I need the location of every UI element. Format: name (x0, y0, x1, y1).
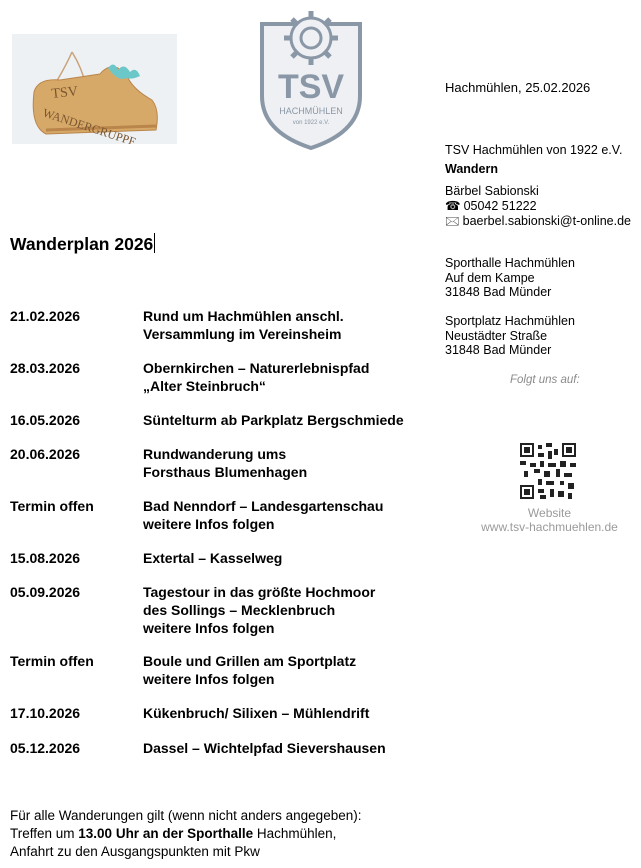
event-description (143, 359, 433, 395)
event-description (143, 652, 433, 688)
contact-block (445, 184, 631, 229)
footer-note (10, 807, 440, 861)
event-line: Kükenbruch/ Silixen – Mühlendrift (143, 705, 370, 721)
wander-logo-bottom-text: WANDERGRUPPE (41, 105, 138, 144)
follow-label: Folgt uns auf: (510, 374, 580, 386)
tsv-logo-letters: TSV (277, 68, 345, 106)
phone-icon: ☎ (445, 199, 461, 213)
event-description (143, 411, 433, 429)
event-line: Süntelturm ab Parkplatz Bergschmiede (143, 412, 404, 428)
event-line: Rundwanderung ums (143, 446, 287, 462)
address-sporthalle (445, 256, 575, 300)
event-description (143, 583, 433, 637)
event-line: Forsthaus Blumenhagen (143, 464, 308, 480)
tsv-logo-place: HACHMÜHLEN (279, 106, 343, 116)
website-url[interactable]: www.tsv-hachmuehlen.de (481, 520, 618, 534)
event-description (143, 497, 433, 533)
website-label: Website (527, 506, 572, 520)
address-line: Sporthalle Hachmühlen (445, 256, 575, 270)
address-line: Neustädter Straße (445, 328, 548, 343)
qr-code-icon[interactable] (520, 443, 576, 499)
footer-line2-post: Hachmühlen, (253, 826, 337, 841)
event-description (143, 445, 433, 481)
event-description (143, 549, 433, 567)
event-date: 17.10.2026 (10, 705, 81, 721)
contact-name: Bärbel Sabionski (445, 184, 539, 198)
footer-line (10, 825, 440, 843)
event-line: Rund um Hachmühlen anschl. (143, 308, 344, 324)
footer-line: Für alle Wanderungen gilt (wenn nicht anders angegeben): (10, 808, 362, 823)
event-line: des Sollings – Mecklenbruch (143, 602, 336, 618)
address-line: Sportplatz Hachmühlen (445, 314, 575, 328)
event-line: weitere Infos folgen (143, 620, 275, 636)
gear-icon (284, 11, 338, 65)
club-name: TSV Hachmühlen von 1922 e.V. (445, 143, 623, 157)
event-line: weitere Infos folgen (143, 516, 275, 532)
event-date: 28.03.2026 (10, 360, 81, 376)
address-line: 31848 Bad Münder (445, 343, 552, 357)
event-date: 05.09.2026 (10, 584, 81, 600)
footer-meeting-point: 13.00 Uhr an der Sporthalle (78, 826, 254, 841)
club-department: Wandern (445, 162, 499, 176)
event-date: 20.06.2026 (10, 446, 81, 462)
address-line: Auf dem Kampe (445, 270, 535, 285)
club-block (445, 141, 622, 179)
tsv-shield-logo (256, 4, 366, 150)
address-sportplatz (445, 314, 575, 358)
event-line: Bad Nenndorf – Landesgartenschau (143, 498, 384, 514)
event-line: weitere Infos folgen (143, 671, 275, 687)
contact-email[interactable]: baerbel.sabionski@t-online.de (462, 214, 631, 228)
contact-phone: 05042 51222 (463, 199, 537, 213)
event-date: Termin offen (10, 498, 94, 514)
event-line-text: Extertal – Kasselweg (143, 550, 283, 566)
event-date: 05.12.2026 (10, 740, 81, 756)
event-description (143, 739, 433, 757)
event-line: Dassel – Wichtelpfad Sievershausen (143, 740, 386, 756)
event-line: Versammlung im Vereinsheim (143, 326, 342, 342)
event-line: Boule und Grillen am Sportplatz (143, 653, 357, 669)
website-block[interactable] (477, 506, 622, 534)
wander-logo-top-text: TSV (50, 84, 79, 102)
event-line: Obernkirchen – Naturerlebnispfad (143, 360, 370, 376)
event-line: Tagestour in das größte Hochmoor (143, 584, 376, 600)
footer-line2-pre: Treffen um (10, 826, 79, 841)
event-line (143, 549, 433, 567)
footer-line: Anfahrt zu den Ausgangspunkten mit Pkw (10, 844, 260, 859)
event-date: 16.05.2026 (10, 412, 81, 428)
page-title (10, 233, 155, 255)
tsv-logo-since: von 1922 e.V. (292, 120, 330, 126)
event-date: 15.08.2026 (10, 550, 81, 566)
page-title-text: Wanderplan 2026 (10, 234, 154, 254)
event-line: „Alter Steinbruch“ (143, 378, 266, 394)
address-line: 31848 Bad Münder (445, 285, 552, 299)
text-cursor (154, 233, 155, 253)
event-description (143, 704, 433, 722)
mail-icon: 🖂 (445, 214, 460, 228)
event-date: 21.02.2026 (10, 308, 81, 324)
date-line: Hachmühlen, 25.02.2026 (445, 80, 591, 95)
event-date: Termin offen (10, 653, 94, 669)
event-description (143, 307, 433, 343)
wandergruppe-logo (12, 34, 177, 144)
